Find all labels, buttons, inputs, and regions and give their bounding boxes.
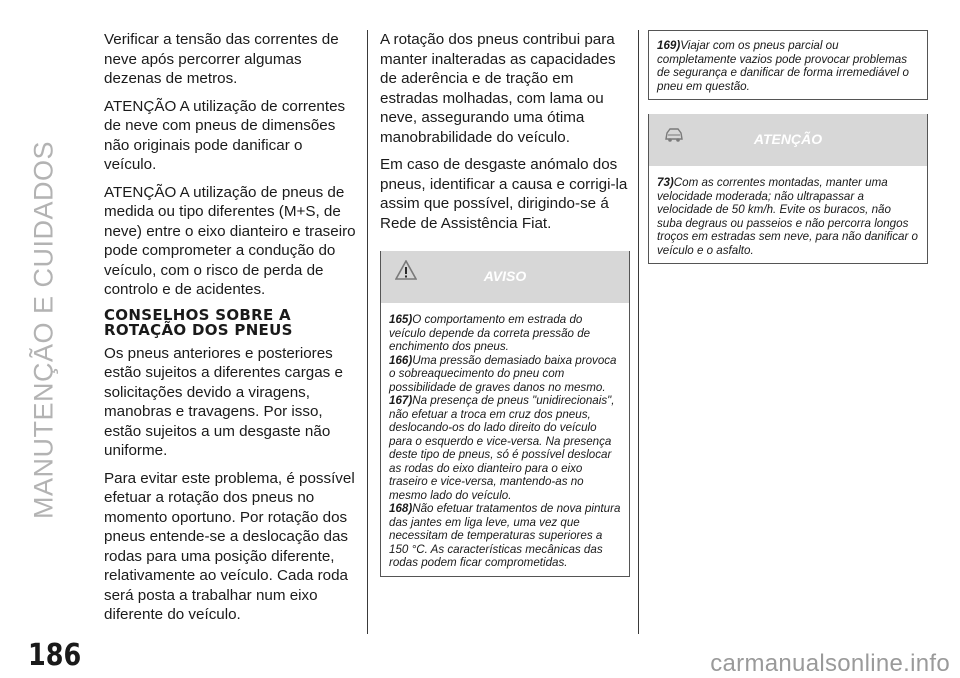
paragraph: ATENÇÃO A utilização de correntes de neve com pneus de dimensões não originais pode danificar o veículo. <box>104 97 346 173</box>
note-text: Na presença de pneus "unidirecionais", não efetuar a troca em cruz dos pneus, deslocando-os do lado direito do veículo para o esquerdo e vice-versa. Na presença deste tipo de pneus, só é possível deslocar as rodas do eixo dianteiro para o eixo traseiro e vice-versa, mantendo-as no mesmo lado do veículo. <box>389 394 615 502</box>
paragraph: ATENÇÃO A utilização de pneus de medida ou tipo diferentes (M+S, de neve) entre o eixo dianteiro e traseiro pode comprometer a condução do veículo, com o risco de perda de controlo e de acidentes. <box>104 183 356 298</box>
atencao-body <box>649 166 927 263</box>
paragraph: A rotação dos pneus contribui para manter inalteradas as capacidades de aderência e de tração em estradas molhadas, com lama ou neve, assegurando uma ótima manobrabilidade do veículo. <box>380 31 616 146</box>
note-number: 169) <box>657 39 681 52</box>
note-text: Uma pressão demasiado baixa provoca o sobreaquecimento do pneu com possibilidade de graves danos no mesmo. <box>389 353 617 394</box>
column-divider <box>367 30 368 634</box>
note-text: Não efetuar tratamentos de nova pintura das jantes em liga leve, uma vez que necessitam de temperaturas superiores a 150 °C. As características mecânicas das rodas podem ficar comprometidas. <box>389 502 621 569</box>
paragraph: Os pneus anteriores e posteriores estão sujeitos a diferentes cargas e solicitações devido a viragens, manobras e travagens. Por isso, estão sujeitos a um desgaste não uniforme. <box>104 344 343 459</box>
column-3 <box>648 30 928 264</box>
note-169-box <box>648 30 928 100</box>
note-text: Viajar com os pneus parcial ou completamente vazios pode provocar problemas de segurança e danificar de forma irremediável o pneu em questão. <box>657 39 909 93</box>
note-item <box>389 313 621 354</box>
atencao-header <box>649 114 927 166</box>
note-text: Com as correntes montadas, manter uma velocidade moderada; não ultrapassar a velocidade de 50 km/h. Evite os buracos, não suba degraus ou passeios e não percorra longos troços em estradas sem neve, para não danificar o veículo e o asfalto. <box>657 176 918 257</box>
section-heading: CONSELHOS SOBRE A ROTAÇÃO DOS PNEUS <box>104 305 293 339</box>
note-number: 73) <box>657 176 674 189</box>
paragraph: Em caso de desgaste anómalo dos pneus, identificar a causa e corrigi-la assim que possível, dirigindo-se á Rede de Assistência Fiat. <box>380 156 628 232</box>
page-number: 186 <box>28 638 82 673</box>
watermark: carmanualsonline.info <box>710 650 950 677</box>
column-1 <box>104 30 356 633</box>
note-item <box>389 354 621 395</box>
note-number: 166) <box>389 353 413 367</box>
aviso-title: AVISO <box>483 268 527 284</box>
note-number: 165) <box>389 313 413 326</box>
aviso-body <box>381 303 629 576</box>
paragraph: Verificar a tensão das correntes de neve após percorrer algumas dezenas de metros. <box>104 31 339 87</box>
section-side-title: MANUTENÇÃO E CUIDADOS <box>28 140 59 520</box>
note-item <box>657 39 919 93</box>
atencao-box <box>648 114 928 264</box>
aviso-header <box>381 251 629 303</box>
note-number: 167) <box>389 394 413 407</box>
note-number: 168) <box>389 502 413 515</box>
note-169-body <box>649 31 927 99</box>
aviso-box <box>380 251 630 577</box>
note-text: O comportamento em estrada do veículo depende da correta pressão de enchimento dos pneus. <box>389 313 591 353</box>
column-divider <box>638 30 639 634</box>
atencao-title: ATENÇÃO <box>753 131 823 147</box>
note-item <box>389 394 621 502</box>
paragraph: Para evitar este problema, é possível efetuar a rotação dos pneus no momento oportuno. Por rotação dos pneus entende-se a deslocação das rodas para uma posição diferente, relativamente ao veículo. Cada roda será posta a trabalhar num eixo diferente do veículo. <box>104 469 355 623</box>
note-item <box>657 176 919 257</box>
note-item <box>389 502 621 570</box>
column-2 <box>380 30 630 577</box>
